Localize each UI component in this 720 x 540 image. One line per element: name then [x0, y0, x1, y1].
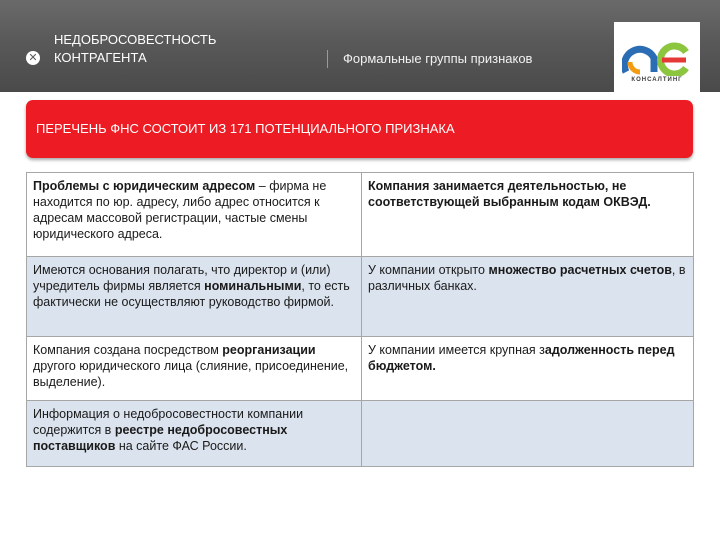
- header-subtitle: Формальные группы признаков: [343, 51, 533, 66]
- cell-text: на сайте ФАС России.: [115, 439, 247, 453]
- summary-banner: [26, 100, 693, 158]
- table-row: [27, 337, 694, 401]
- cell-text: множество расчетных счетов: [488, 263, 672, 277]
- cell-text: У компании имеется крупная з: [368, 343, 545, 357]
- cell-text: Имеются основания полагать, что директор и (или) учредитель фирмы является: [33, 263, 331, 293]
- table-cell-right: [362, 337, 694, 401]
- header-title-line-2: КОНТРАГЕНТА: [54, 50, 147, 65]
- table-row: [27, 173, 694, 257]
- table-cell-right: [362, 173, 694, 257]
- cell-text: Компания создана посредством: [33, 343, 223, 357]
- table-cell-left: [27, 337, 362, 401]
- cell-text: У компании открыто: [368, 263, 489, 277]
- banner-text: ПЕРЕЧЕНЬ ФНС СОСТОИТ ИЗ 171 ПОТЕНЦИАЛЬНОГО ПРИЗНАКА: [36, 121, 455, 136]
- circle-x-icon: ✕: [26, 51, 40, 65]
- table-row: [27, 257, 694, 337]
- cell-text: реорганизации: [222, 343, 316, 357]
- logo-text: КОНСАЛТИНГ: [631, 77, 683, 83]
- table-cell-right: [362, 401, 694, 467]
- header-title-line-1: НЕДОБРОСОВЕСТНОСТЬ: [54, 32, 217, 47]
- table-cell-left: [27, 401, 362, 467]
- cell-text: Компания занимается деятельностью, не соответствующей выбранным кодам ОКВЭД.: [368, 179, 651, 209]
- cell-text: Проблемы с юридическим адресом: [33, 179, 256, 193]
- logo-ae-icon: [622, 38, 692, 76]
- cell-text: Информация о недобросовестности компании содержится в: [33, 407, 304, 437]
- slide-header: [0, 0, 720, 92]
- company-logo: [614, 22, 700, 92]
- cell-text: , то есть фактически не осуществляют руководство фирмой.: [33, 279, 350, 309]
- header-title: [54, 31, 304, 67]
- table-cell-right: [362, 257, 694, 337]
- cell-text: другого юридического лица (слияние, присоединение, выделение).: [33, 359, 349, 389]
- header-separator: [327, 50, 328, 68]
- cell-text: номинальными: [204, 279, 302, 293]
- cell-text: – фирма не находится по юр. адресу, либо адрес относится к адресам массовой регистрации, частые смены юридического адреса.: [33, 179, 327, 241]
- cell-text: , в различных банках.: [368, 263, 686, 293]
- table-cell-left: [27, 173, 362, 257]
- cell-text: реестре недобросовестных поставщиков: [33, 423, 288, 453]
- table-cell-left: [27, 257, 362, 337]
- cell-text: адолженность перед бюджетом.: [368, 343, 675, 373]
- signs-table: [26, 172, 694, 467]
- table-row: [27, 401, 694, 467]
